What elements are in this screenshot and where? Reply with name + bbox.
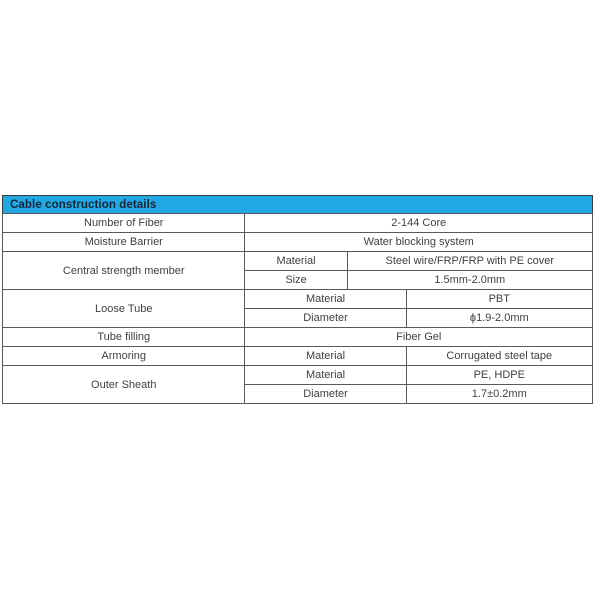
param-cell: Diameter — [245, 309, 406, 328]
row-label-cell: Armoring — [3, 347, 245, 366]
value-cell: ϕ1.9-2.0mm — [406, 309, 592, 328]
row-label-cell: Tube filling — [3, 328, 245, 347]
value-cell: 1.7±0.2mm — [406, 385, 592, 404]
param-cell: Diameter — [245, 385, 406, 404]
value-cell: PE, HDPE — [406, 366, 592, 385]
table-title: Cable construction details — [10, 198, 157, 211]
row-label-cell: Moisture Barrier — [3, 233, 245, 252]
value-cell: PBT — [406, 290, 592, 309]
value-cell: 2-144 Core — [245, 214, 593, 233]
param-cell: Material — [245, 347, 406, 366]
row-label-cell: Outer Sheath — [3, 366, 245, 404]
table-title-bar — [2, 195, 593, 213]
value-cell: Fiber Gel — [245, 328, 593, 347]
value-cell: Water blocking system — [245, 233, 593, 252]
value-cell: Corrugated steel tape — [406, 347, 592, 366]
table-row — [3, 233, 593, 252]
param-cell: Material — [245, 290, 406, 309]
row-label-cell: Number of Fiber — [3, 214, 245, 233]
table-row — [3, 347, 593, 366]
value-cell: Steel wire/FRP/FRP with PE cover — [347, 252, 592, 271]
spec-table — [2, 213, 593, 404]
param-cell: Size — [245, 271, 347, 290]
table-row — [3, 366, 593, 385]
value-cell: 1.5mm-2.0mm — [347, 271, 592, 290]
table-row — [3, 328, 593, 347]
cable-construction-table — [2, 195, 593, 404]
table-row — [3, 290, 593, 309]
table-row — [3, 214, 593, 233]
row-label-cell: Loose Tube — [3, 290, 245, 328]
row-label-cell: Central strength member — [3, 252, 245, 290]
param-cell: Material — [245, 252, 347, 271]
param-cell: Material — [245, 366, 406, 385]
table-row — [3, 252, 593, 271]
